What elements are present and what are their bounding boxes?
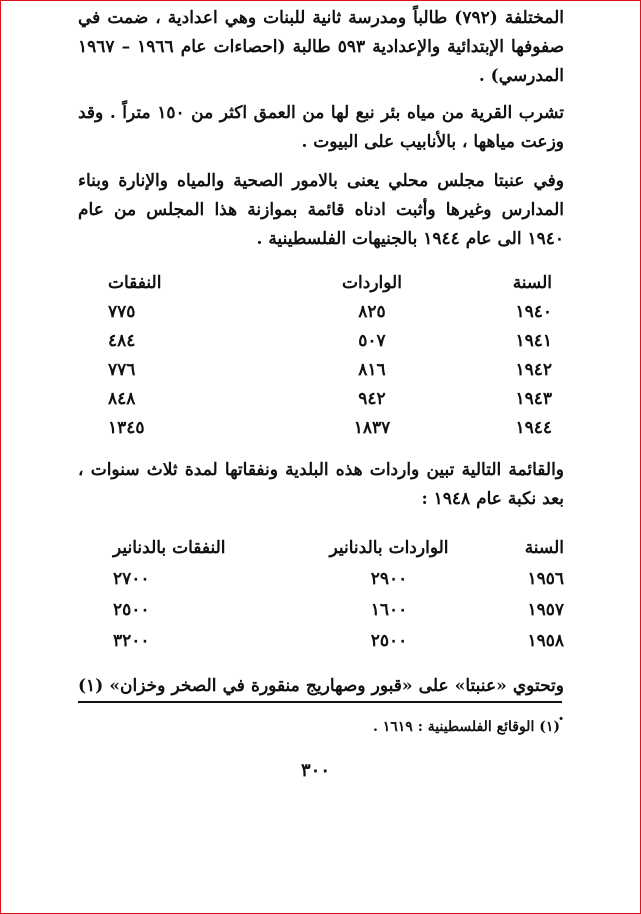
- table-header-row: [78, 532, 564, 563]
- table-row: [78, 355, 564, 384]
- table-row: [78, 625, 564, 656]
- header-year: السنة: [524, 537, 564, 558]
- cell-year: ١٩٤١: [515, 330, 552, 351]
- cell-year: ١٩٥٧: [527, 599, 564, 620]
- table-row: [78, 297, 564, 326]
- page-number: ٣٠٠: [300, 760, 330, 781]
- paragraph-tombs: وتحتوي «عنبتا» على «قبور وصهاريج منقورة في الصخر وخزان» (١) .: [78, 676, 564, 725]
- cell-expenses: ٣٢٠٠: [113, 630, 150, 651]
- cell-revenue: ١٨٣٧: [353, 417, 391, 438]
- cell-expenses: ٢٧٠٠: [113, 568, 150, 589]
- table-row: [78, 326, 564, 355]
- cell-year: ١٩٤٣: [515, 388, 552, 409]
- paragraph-water: تشرب القرية من مياه بئر نبع لها من العمق اكثر من ١٥٠ متراً . وقد وزعت مياهها ، بالأنابيب على البيوت .: [78, 103, 565, 152]
- footnote-divider: [78, 701, 562, 703]
- cell-revenue: ٢٥٠٠: [370, 630, 408, 651]
- table-row: [78, 594, 564, 625]
- cell-year: ١٩٤٤: [515, 417, 552, 438]
- page-body: [78, 4, 564, 730]
- budget-table-1956-1958: [78, 532, 564, 656]
- header-revenue: الواردات بالدنانير: [329, 537, 449, 558]
- cell-revenue: ٥٠٧: [358, 330, 386, 351]
- footnote: (١) الوقائع الفلسطينية : ١٦١٩ .: [373, 719, 560, 735]
- budget-table-1940-1944: [78, 268, 564, 442]
- cell-revenue: ١٦٠٠: [370, 599, 408, 620]
- cell-revenue: ٩٤٢: [358, 388, 386, 409]
- cell-expenses: ٨٤٨: [108, 388, 136, 409]
- table-header-row: [78, 268, 564, 297]
- cell-revenue: ٨٢٥: [358, 301, 386, 322]
- cell-revenue: ٢٩٠٠: [370, 568, 408, 589]
- header-expenses: النفقات بالدنانير: [113, 537, 226, 558]
- cell-year: ١٩٤٢: [515, 359, 552, 380]
- cell-expenses: ٧٧٥: [108, 301, 136, 322]
- cell-expenses: ٧٧٦: [108, 359, 136, 380]
- header-expenses: النفقات: [108, 272, 162, 293]
- cell-expenses: ١٣٤٥: [108, 417, 145, 438]
- cell-expenses: ٤٨٤: [108, 330, 136, 351]
- paragraph-post-1948: والقائمة التالية تبين واردات هذه البلدية ونفقاتها لمدة ثلاث سنوات ، بعد نكبة عام ١٩٤٨ :: [78, 460, 564, 509]
- table-row: [78, 384, 564, 413]
- header-revenue: الواردات: [342, 272, 402, 293]
- paragraph-council: وفي عنبتا مجلس محلي يعنى بالامور الصحية والمياه والإنارة وبناء المدارس وغيرها وأثبت ادناه قائمة بموازنة هذا المجلس من عام ١٩٤٠ الى عام ١٩٤٤ بالجنيهات الفلسطينية .: [78, 171, 564, 249]
- header-year: السنة: [512, 272, 552, 293]
- cell-year: ١٩٥٨: [527, 630, 564, 651]
- table-row: [78, 563, 564, 594]
- paragraph-schools: المختلفة (٧٩٢) طالباً ومدرسة ثانية للبنات وهي اعدادية ، ضمت في صفوفها الإبتدائية والإعدادية ٥٩٣ طالبة (احصاءات عام ١٩٦٦ – ١٩٦٧ المدرسي) .: [78, 8, 565, 86]
- cell-year: ١٩٥٦: [527, 568, 564, 589]
- cell-expenses: ٢٥٠٠: [113, 599, 150, 620]
- cell-year: ١٩٤٠: [515, 301, 552, 322]
- table-row: [78, 413, 564, 442]
- cell-revenue: ٨١٦: [358, 359, 386, 380]
